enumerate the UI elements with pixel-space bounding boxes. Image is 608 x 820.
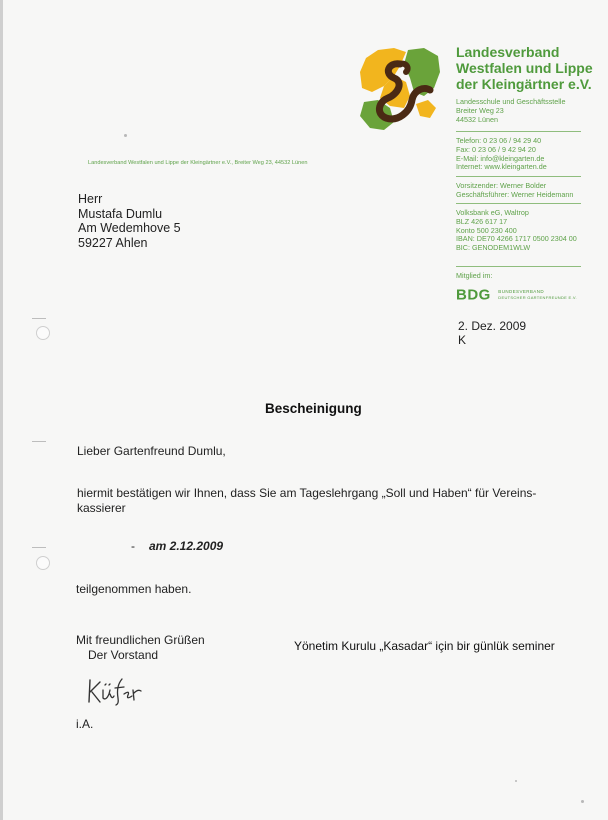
recipient-line: Am Wedemhove 5 (78, 221, 181, 235)
bank-line: Konto 500 230 400 (456, 225, 517, 235)
scan-speck (124, 134, 127, 137)
fold-mark (32, 441, 46, 442)
org-name-line: Westfalen und Lippe (456, 60, 593, 76)
recipient-line: Herr (78, 192, 103, 206)
bank-line: Volksbank eG, Waltrop (456, 208, 529, 217)
address-line: 44532 Lünen (456, 114, 498, 124)
address-line: Landesschule und Geschäftsstelle (456, 97, 566, 106)
chairman-text: Vorsitzender: Werner Bolder (456, 181, 547, 190)
bank-line: IBAN: DE70 4266 1717 0500 2304 00 (456, 234, 577, 244)
org-name (456, 44, 593, 92)
punch-hole (36, 326, 50, 340)
punch-hole (36, 556, 50, 570)
manager-text: Geschäftsführer: Werner Heidemann (456, 189, 574, 199)
scan-speck (515, 780, 517, 782)
date-text: 2. Dez. 2009 (458, 319, 527, 333)
translation-note: Yönetim Kurulu „Kasadar“ için bir günlük seminer (294, 639, 555, 653)
course-date: am 2.12.2009 (149, 539, 224, 553)
body-line: hiermit bestätigen wir Ihnen, dass Sie am Tageslehrgang „Soll und Haben“ für Vereins- (77, 486, 537, 500)
address-line: Breiter Weg 23 (456, 105, 504, 115)
fold-mark (32, 547, 46, 548)
divider (456, 203, 581, 204)
divider (456, 266, 581, 267)
bdg-small-2: DEUTSCHER GARTENFREUNDE E.V. (498, 294, 577, 300)
closing-signatory: Der Vorstand (88, 648, 159, 662)
closing-greeting: Mit freundlichen Grüßen (76, 633, 205, 647)
org-people (456, 182, 573, 200)
recipient-line: Mustafa Dumlu (78, 206, 163, 221)
fax-text: Fax: 0 23 06 / 9 42 94 20 (456, 144, 536, 154)
scan-speck (581, 800, 584, 803)
org-address (456, 98, 565, 124)
bdg-small-1: BUNDESVERBAND (498, 288, 545, 294)
email-text: E-Mail: info@kleingarten.de (456, 153, 545, 163)
bdg-logo (456, 286, 577, 304)
body-line: kassierer (77, 501, 126, 515)
divider (456, 176, 581, 177)
org-contact (456, 137, 547, 172)
sender-line: Landesverband Westfalen und Lippe der Kleingärtner e.V., Breiter Weg 23, 44532 Lünen (88, 160, 308, 166)
participation-text: teilgenommen haben. (76, 582, 192, 596)
signature (86, 676, 156, 706)
letter-date (458, 319, 526, 347)
page-edge (0, 0, 3, 820)
org-logo (354, 42, 444, 132)
member-label: Mitglied im: (456, 271, 493, 280)
signature-role: i.A. (76, 717, 94, 731)
bank-line: BLZ 426 617 17 (456, 216, 508, 226)
fold-mark (32, 318, 46, 319)
website-text: Internet: www.kleingarten.de (456, 162, 547, 172)
phone-text: Telefon: 0 23 06 / 94 29 40 (456, 136, 542, 145)
document-heading: Bescheinigung (265, 401, 362, 416)
bdg-abbr: BDG (456, 286, 491, 304)
recipient-address (78, 192, 181, 250)
org-name-line: der Kleingärtner e.V. (456, 76, 592, 92)
org-bank (456, 209, 577, 253)
reference-text: K (458, 333, 467, 347)
divider (456, 131, 581, 132)
org-name-line: Landesverband (456, 44, 560, 60)
salutation: Lieber Gartenfreund Dumlu, (77, 444, 226, 458)
course-dash: - (131, 539, 135, 553)
bank-line: BIC: GENODEM1WLW (456, 243, 531, 253)
recipient-line: 59227 Ahlen (78, 235, 148, 250)
